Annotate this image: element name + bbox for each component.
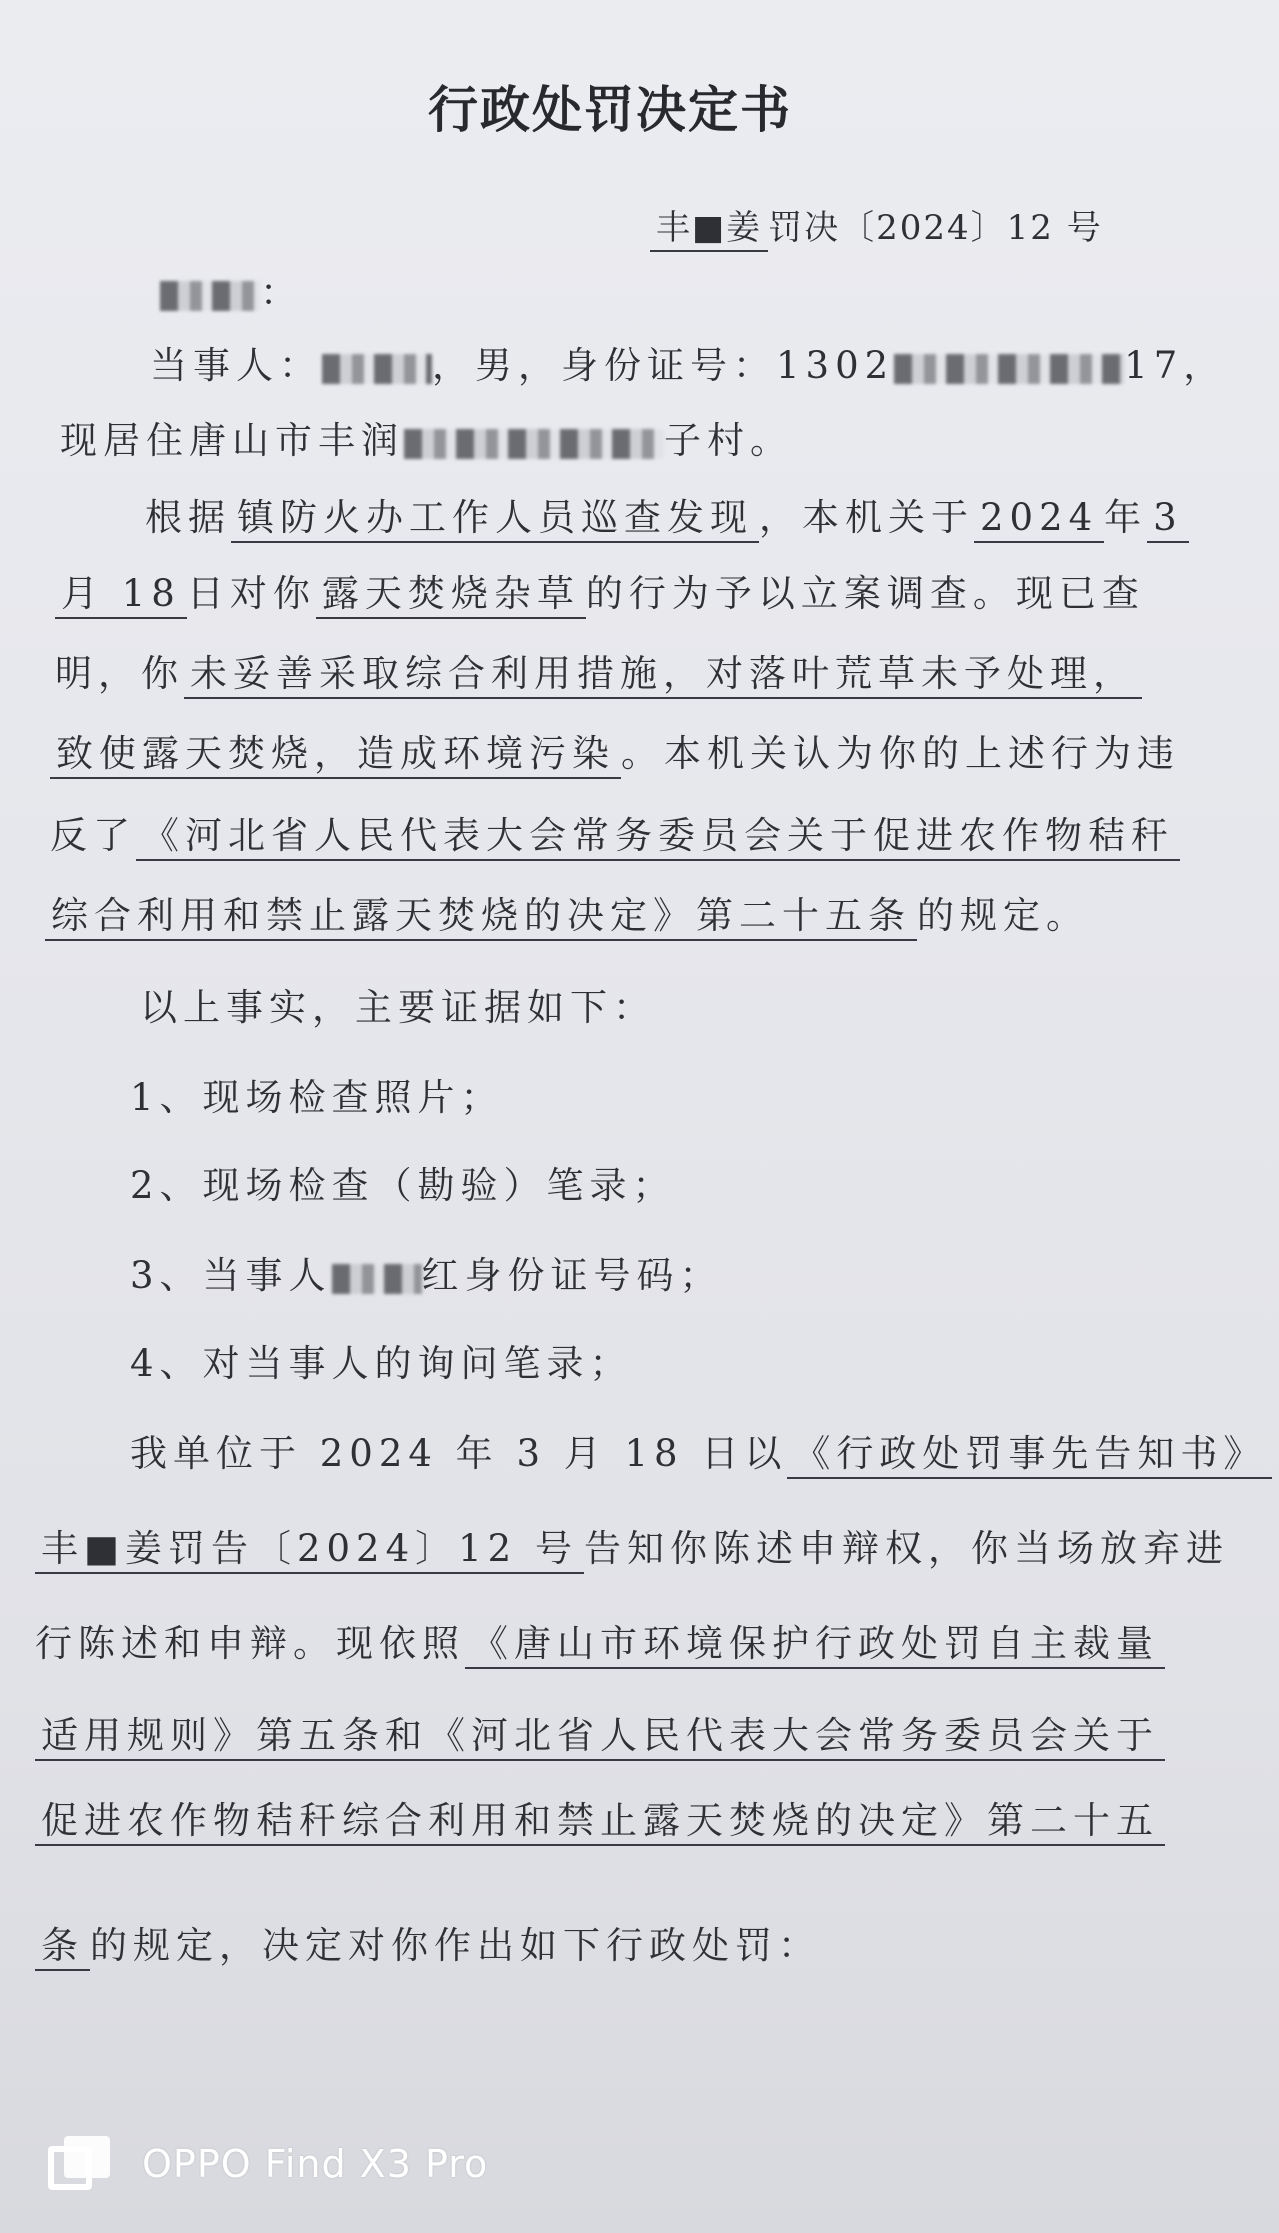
party-id-end: 17， [1124,344,1227,387]
text: 。本机关认为你的上述行为违 [621,732,1180,775]
text: 行陈述和申辩。现依照 [35,1622,465,1665]
underlined-fill: 条 [35,1924,90,1971]
residence-suffix: 子村。 [664,419,793,462]
para2-line6 [35,1915,821,1969]
underlined-fill: 3 [1147,496,1189,543]
text: 的规定。 [917,894,1089,937]
underlined-fill: 镇防火办工作人员巡查发现 [231,496,759,543]
underlined-fill: 综合利用和禁止露天焚烧的决定》第二十五条 [45,894,917,941]
text: 红身份证号码； [421,1254,723,1297]
underlined-fill: 2024 [974,496,1104,543]
camera-watermark [48,2136,488,2192]
text: 的行为予以立案调查。现已查 [585,572,1145,615]
addressee-suffix: ： [260,271,303,314]
text: 根据 [145,496,231,539]
para2-line2 [35,1518,1229,1572]
para1-line4 [50,723,1180,777]
text: 我单位于 2024 年 3 月 18 日以 [130,1432,788,1475]
redacted-name [332,1264,422,1294]
camera-brand-icon [48,2136,112,2192]
text: 告知你陈述申辩权，你当场放弃进 [583,1527,1229,1570]
residence-prefix: 现居住唐山市丰润 [60,419,404,462]
document-number-rest: 罚决〔2024〕12 号 [768,208,1103,248]
underlined-fill: 月 18 [55,572,187,619]
party-line [150,335,1226,389]
underlined-fill: 《唐山市环境保护行政处罚自主裁量 [465,1622,1165,1669]
para2-line1 [130,1423,1272,1477]
text: 3、当事人 [130,1254,332,1297]
evidence-intro: 以上事实，主要证据如下： [140,986,656,1029]
redacted-id-number [894,354,1124,384]
text: 反了 [50,814,136,857]
underlined-fill: 促进农作物秸秆综合利用和禁止露天焚烧的决定》第二十五 [35,1799,1165,1846]
text: 年 [1104,496,1148,539]
para1-line2 [55,563,1145,617]
underlined-fill: 《行政处罚事先告知书》 [787,1432,1272,1479]
addressee-line [160,262,303,316]
residence-line [60,410,793,464]
redacted-party-name [322,354,432,384]
evidence-item-1: 1、现场检查照片； [130,1076,504,1119]
para2-line4 [35,1705,1165,1759]
underlined-fill: 《河北省人民代表大会常务委员会关于促进农作物秸秆 [136,814,1180,861]
underlined-fill: 丰■姜罚告〔2024〕12 号 [35,1527,584,1574]
para1-line6 [45,885,1089,939]
party-sex-id: ，男，身份证号：1302 [432,344,895,387]
document-title: 行政处罚决定书 [428,81,792,139]
evidence-item-2: 2、现场检查（勘验）笔录； [130,1164,676,1207]
evidence-item-3 [130,1245,723,1299]
para1-line1 [145,487,1189,541]
document-number [650,200,1103,249]
text: 日对你 [186,572,316,615]
document-number-prefix: 丰■姜 [650,208,768,252]
watermark-text: OPPO Find X3 Pro [142,2142,489,2186]
para1-line3 [55,643,1142,697]
evidence-item-4: 4、对当事人的询问笔录； [130,1342,633,1385]
text: ，本机关于 [759,496,974,539]
party-label: 当事人： [150,344,322,387]
underlined-fill: 露天焚烧杂草 [316,572,586,619]
redacted-name [160,281,260,311]
underlined-fill: 致使露天焚烧，造成环境污染 [50,732,621,779]
redacted-address [404,429,664,459]
text: 的规定，决定对你作出如下行政处罚： [90,1924,821,1967]
underlined-fill: 未妥善采取综合利用措施，对落叶荒草未予处理， [184,652,1142,699]
para2-line5 [35,1790,1165,1844]
para1-line5 [50,805,1180,859]
underlined-fill: 适用规则》第五条和《河北省人民代表大会常务委员会关于 [35,1714,1165,1761]
text: 明，你 [55,652,184,695]
para2-line3 [35,1613,1165,1667]
